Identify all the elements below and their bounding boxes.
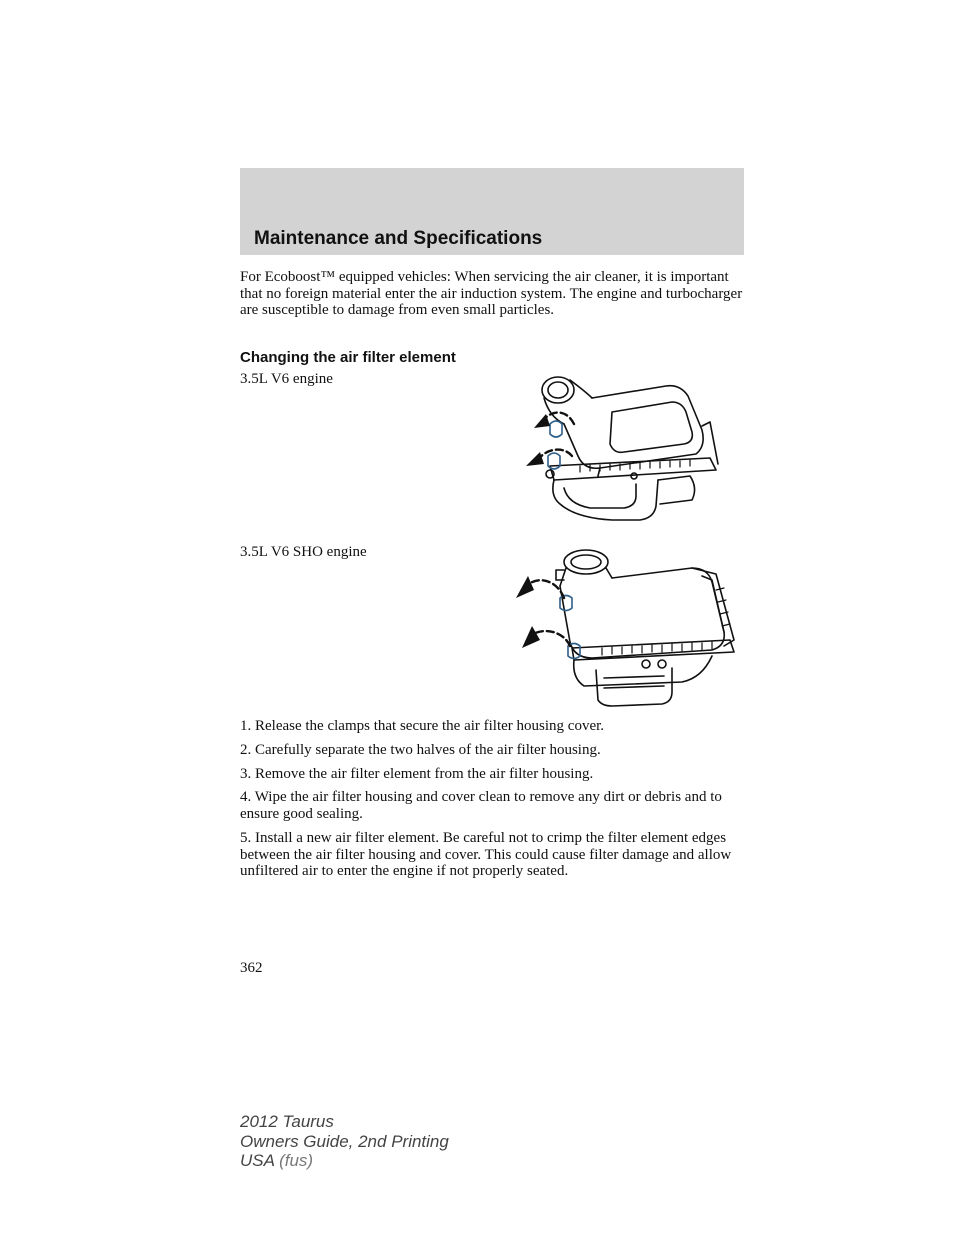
figure-label-sho: 3.5L V6 SHO engine [240,544,367,560]
intro-paragraph: For Ecoboost™ equipped vehicles: When servicing the air cleaner, it is important that no foreign material enter the air induction system. The engine and turbocharger are susceptible to damage from even small particles. [240,269,743,318]
figure-label-v6: 3.5L V6 engine [240,371,333,387]
step-1: 1. Release the clamps that secure the air filter housing cover. [240,718,605,734]
footer-region-code: (fus) [279,1151,314,1170]
footer-region-main: USA [240,1151,275,1170]
footer-model: 2012 Taurus [240,1112,334,1131]
subheading: Changing the air filter element [240,349,456,366]
step-2: 2. Carefully separate the two halves of the air filter housing. [240,742,601,758]
footer-region [240,1151,449,1171]
step-5: 5. Install a new air filter element. Be careful not to crimp the filter element edges between the air filter housing and cover. This could cause filter damage and allow unfiltered air to enter the engine if not properly seated. [240,830,732,879]
section-title: Maintenance and Specifications [254,228,543,249]
step-4: 4. Wipe the air filter housing and cover clean to remove any dirt or debris and to ensure good sealing. [240,789,722,822]
air-filter-housing-v6-illustration [520,372,724,536]
step-3: 3. Remove the air filter element from the air filter housing. [240,766,594,782]
air-filter-housing-sho-illustration [512,546,740,710]
footer-edition: Owners Guide, 2nd Printing [240,1131,449,1151]
footer [240,1112,449,1171]
page-number: 362 [240,960,263,976]
